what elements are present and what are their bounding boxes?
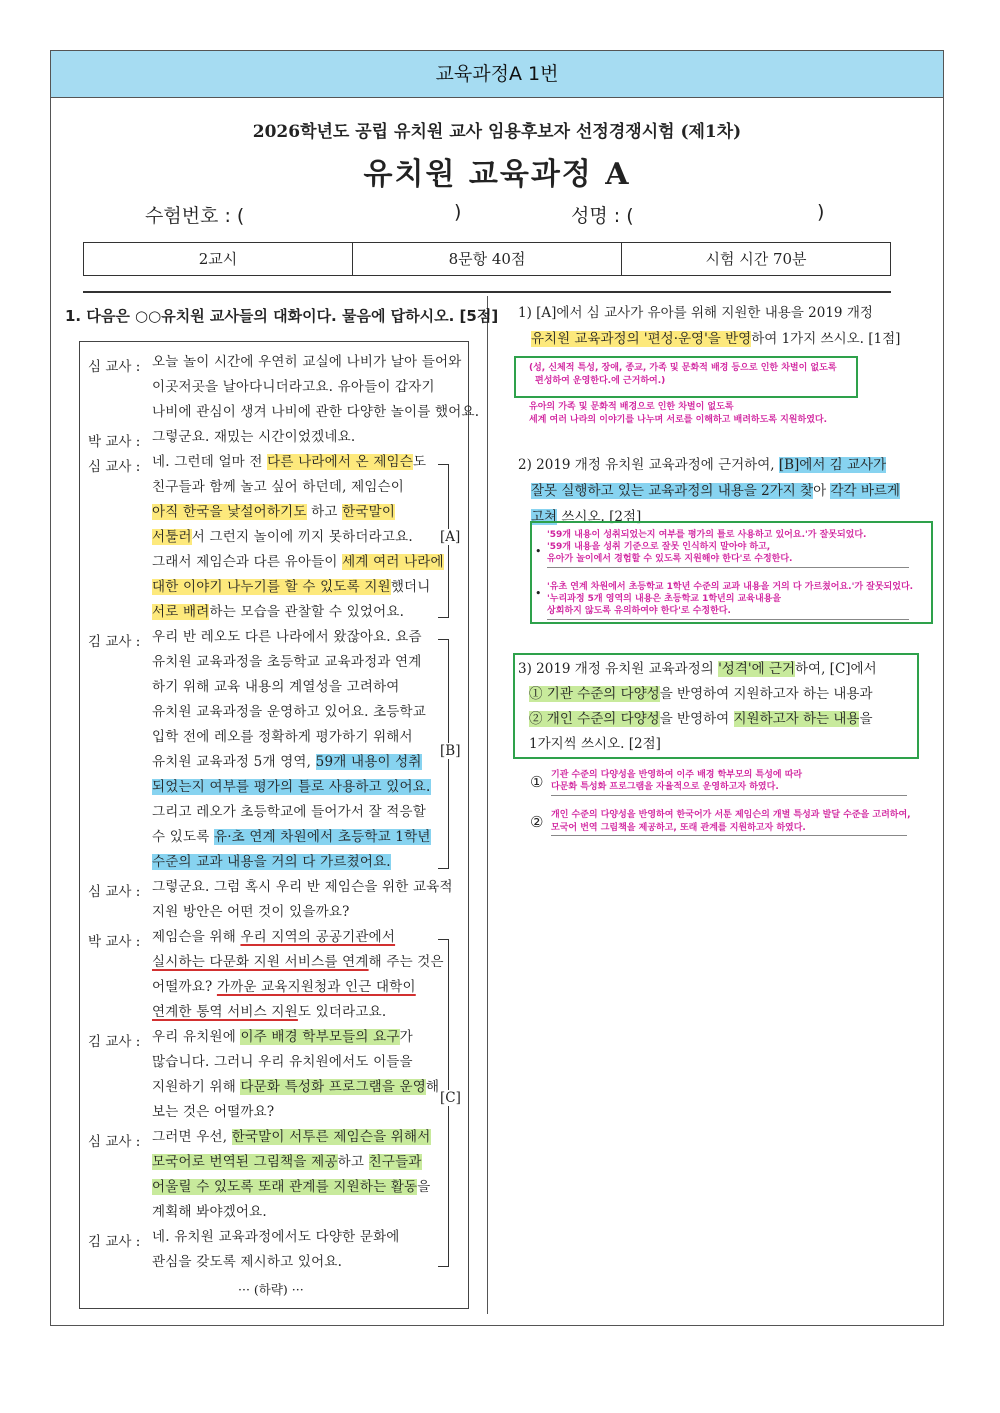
- speaker-sim: 심 교사 :: [88, 1134, 141, 1150]
- dialogue-line: 네. 유치원 교육과정에서도 다양한 문화에: [152, 1229, 400, 1245]
- header-rule: [83, 291, 891, 293]
- dialogue-line: 지원 방안은 어떤 것이 있을까요?: [152, 904, 350, 920]
- dialogue-line: 그렇군요. 재밌는 시간이었겠네요.: [152, 429, 356, 445]
- dialogue-line: 제임슨을 위해 우리 지역의 공공기관에서: [152, 929, 396, 945]
- name-close: ): [817, 201, 825, 223]
- speaker-kim: 김 교사 :: [88, 1034, 141, 1050]
- dialogue-line: 지원하기 위해 다문화 특성화 프로그램을 운영해: [152, 1079, 440, 1095]
- speaker-kim: 김 교사 :: [88, 1234, 141, 1250]
- dialogue-line: 그래서 제임슨과 다른 유아들이 세계 여러 나라에: [152, 554, 444, 570]
- speaker-park: 박 교사 :: [88, 934, 141, 950]
- q3-line: ① 기관 수준의 다양성을 반영하여 지원하고자 하는 내용과: [529, 686, 873, 702]
- answer-marker-1: ①: [530, 773, 544, 791]
- dialogue-line: 수 있도록 유·초 연계 차원에서 초등학교 1학년: [152, 829, 431, 845]
- speaker-kim: 김 교사 :: [88, 634, 141, 650]
- bullet: •: [535, 545, 542, 558]
- q2-line: 2) 2019 개정 유치원 교육과정에 근거하여, [B]에서 김 교사가: [518, 457, 887, 473]
- q3-answer: 모국어 번역 그림책을 제공하고, 또래 관계를 지원하고자 하였다.: [551, 823, 806, 833]
- q3-line: ② 개인 수준의 다양성을 반영하여 지원하고자 하는 내용을: [529, 711, 873, 727]
- question-heading: 1. 다음은 ○○유치원 교사들의 대화이다. 물음에 답하시오. [5점]: [65, 307, 499, 325]
- q2-answer: '누리과정 5개 영역의 내용은 초등학교 1학년의 교육내용을: [547, 594, 782, 604]
- info-period: 2교시: [84, 243, 353, 275]
- dialogue-line: 실시하는 다문화 지원 서비스를 연계해 주는 것은: [152, 954, 444, 970]
- q1-answer: 세계 여러 나라의 이야기를 나누며 서로를 이해하고 배려하도록 지원하였다.: [529, 415, 828, 425]
- dialogue-line: 유치원 교육과정을 운영하고 있어요. 초등학교: [152, 704, 427, 720]
- bracket-label-b: [B]: [440, 743, 461, 759]
- dialogue-line: 나비에 관심이 생겨 나비에 관한 다양한 놀이를 했어요.: [152, 404, 480, 420]
- q2-line: 고쳐 쓰시오. [2점]: [531, 509, 642, 525]
- dialogue-line: 서툴러서 그런지 놀이에 끼지 못하더라고요.: [152, 529, 413, 545]
- dialogue-line: 많습니다. 그러니 우리 유치원에서도 이들을: [152, 1054, 413, 1070]
- dialogue-line: 하기 위해 교육 내용의 계열성을 고려하여: [152, 679, 400, 695]
- answer-marker-2: ②: [530, 813, 544, 831]
- answer-underline: [551, 795, 907, 796]
- dialogue-line: 오늘 놀이 시간에 우연히 교실에 나비가 날아 들어와: [152, 354, 462, 370]
- q1-answer: 유아의 가족 및 문화적 배경으로 인한 차별이 없도록: [529, 402, 734, 412]
- dialogue-line: 우리 유치원에 이주 배경 학부모들의 요구가: [152, 1029, 413, 1045]
- subject-title: 유치원 교육과정 A: [363, 157, 631, 192]
- q2-answer: 유아가 놀이에서 경험할 수 있도록 지원해야 한다'로 수정한다.: [547, 554, 793, 564]
- q2-line: 잘못 실행하고 있는 교육과정의 내용을 2가지 찾아 각각 바르게: [531, 483, 900, 499]
- banner-title: 교육과정A 1번: [51, 51, 943, 98]
- name-label: 성명 : (: [571, 205, 634, 227]
- q2-answer: '59개 내용을 성취 기준으로 잘못 인식하지 말아야 하고,: [547, 542, 771, 552]
- dialogue-line: 그러면 우선, 한국말이 서투른 제임슨을 위해서: [152, 1129, 431, 1145]
- q1-note: (성, 신체적 특성, 장애, 종교, 가족 및 문화적 배경 등으로 인한 차별이 없도록: [529, 363, 837, 373]
- speaker-sim: 심 교사 :: [88, 884, 141, 900]
- q2-answer: '59개 내용이 성취되었는지 여부를 평가의 틀로 사용하고 있어요.'가 잘못되었다.: [547, 530, 867, 540]
- dialogue-line: 유치원 교육과정을 초등학교 교육과정과 연계: [152, 654, 422, 670]
- exam-number-label: 수험번호 : (: [145, 205, 245, 227]
- dialogue-line: 보는 것은 어떨까요?: [152, 1104, 275, 1120]
- answer-underline: [547, 619, 909, 620]
- dialogue-box: [79, 341, 480, 1309]
- q1-note: 편성하여 운영한다.에 근거하여.): [535, 376, 666, 386]
- q3-answer: 다문화 특성화 프로그램을 자율적으로 운영하고자 하였다.: [551, 782, 779, 792]
- bracket-label-a: [A]: [440, 529, 461, 545]
- dialogue-line: 관심을 갖도록 제시하고 있어요.: [152, 1254, 343, 1270]
- speaker-sim: 심 교사 :: [88, 359, 141, 375]
- dialogue-line: 이곳저곳을 날아다니더라고요. 유아들이 갑자기: [152, 379, 435, 395]
- dialogue-line: 유치원 교육과정 5개 영역, 59개 내용이 성취: [152, 754, 422, 770]
- answer-underline: [551, 835, 907, 836]
- dialogue-line: 모국어로 번역된 그림책을 제공하고 친구들과: [152, 1154, 422, 1170]
- dialogue-line: 대한 이야기 나누기를 할 수 있도록 지원했더니: [152, 579, 431, 595]
- q2-answer: 상회하지 않도록 유의하여야 한다'로 수정한다.: [547, 606, 731, 616]
- exam-sheet: [50, 50, 944, 1326]
- q3-line: 3) 2019 개정 유치원 교육과정의 '성격'에 근거하여, [C]에서: [518, 661, 877, 677]
- dialogue-line: 수준의 교과 내용을 거의 다 가르쳤어요.: [152, 854, 391, 870]
- dialogue-line: 어울릴 수 있도록 또래 관계를 지원하는 활동을: [152, 1179, 431, 1195]
- q3-answer: 개인 수준의 다양성을 반영하여 한국어가 서툰 제임슨의 개별 특성과 발달 수준을 고려하여,: [551, 810, 911, 820]
- bullet: •: [535, 587, 542, 600]
- q1-line: 유치원 교육과정의 '편성·운영'을 반영하여 1가지 쓰시오. [1점]: [531, 331, 901, 347]
- info-items: 8문항 40점: [353, 243, 622, 275]
- q3-line: 1가지씩 쓰시오. [2점]: [529, 736, 661, 752]
- dialogue-line: 서로 배려하는 모습을 관찰할 수 있었어요.: [152, 604, 405, 620]
- dialogue-line: 어떨까요? 가까운 교육지원청과 인근 대학이: [152, 979, 416, 995]
- q1-line: 1) [A]에서 심 교사가 유아를 위해 지원한 내용을 2019 개정: [518, 305, 873, 321]
- dialogue-line: 그렇군요. 그럼 혹시 우리 반 제임슨을 위한 교육적: [152, 879, 453, 895]
- dialogue-line: 계획해 봐야겠어요.: [152, 1204, 267, 1220]
- dialogue-line: 그리고 레오가 초등학교에 들어가서 잘 적응할: [152, 804, 427, 820]
- q2-answer: '유초 연계 차원에서 초등학교 1학년 수준의 교과 내용을 거의 다 가르쳤어요.'가 잘못되었다.: [547, 582, 914, 592]
- column-divider: [487, 296, 488, 1314]
- speaker-sim: 심 교사 :: [88, 459, 141, 475]
- dialogue-line: 연계한 통역 서비스 지원도 있더라고요.: [152, 1004, 387, 1020]
- dialogue-line: 입학 전에 레오를 정확하게 평가하기 위해서: [152, 729, 413, 745]
- omitted-note: ··· (하략) ···: [238, 1282, 304, 1297]
- bracket-label-c: [C]: [440, 1090, 461, 1106]
- exam-number-close: ): [454, 201, 462, 223]
- dialogue-line: 아직 한국을 낯설어하기도 하고 한국말이: [152, 504, 396, 520]
- info-table: [83, 242, 891, 276]
- dialogue-line: 우리 반 레오도 다른 나라에서 왔잖아요. 요즘: [152, 629, 422, 645]
- dialogue-line: 되었는지 여부를 평가의 틀로 사용하고 있어요.: [152, 779, 431, 795]
- q3-answer: 기관 수준의 다양성을 반영하여 이주 배경 학부모의 특성에 따라: [551, 770, 803, 780]
- dialogue-line: 네. 그런데 얼마 전 다른 나라에서 온 제임슨도: [152, 454, 427, 470]
- info-time: 시험 시간 70분: [705, 250, 807, 268]
- answer-underline: [547, 567, 909, 568]
- exam-title: 2026학년도 공립 유치원 교사 임용후보자 선정경쟁시험 (제1차): [252, 122, 742, 142]
- dialogue-line: 친구들과 함께 놀고 싶어 하던데, 제임슨이: [152, 479, 405, 495]
- speaker-park: 박 교사 :: [88, 434, 141, 450]
